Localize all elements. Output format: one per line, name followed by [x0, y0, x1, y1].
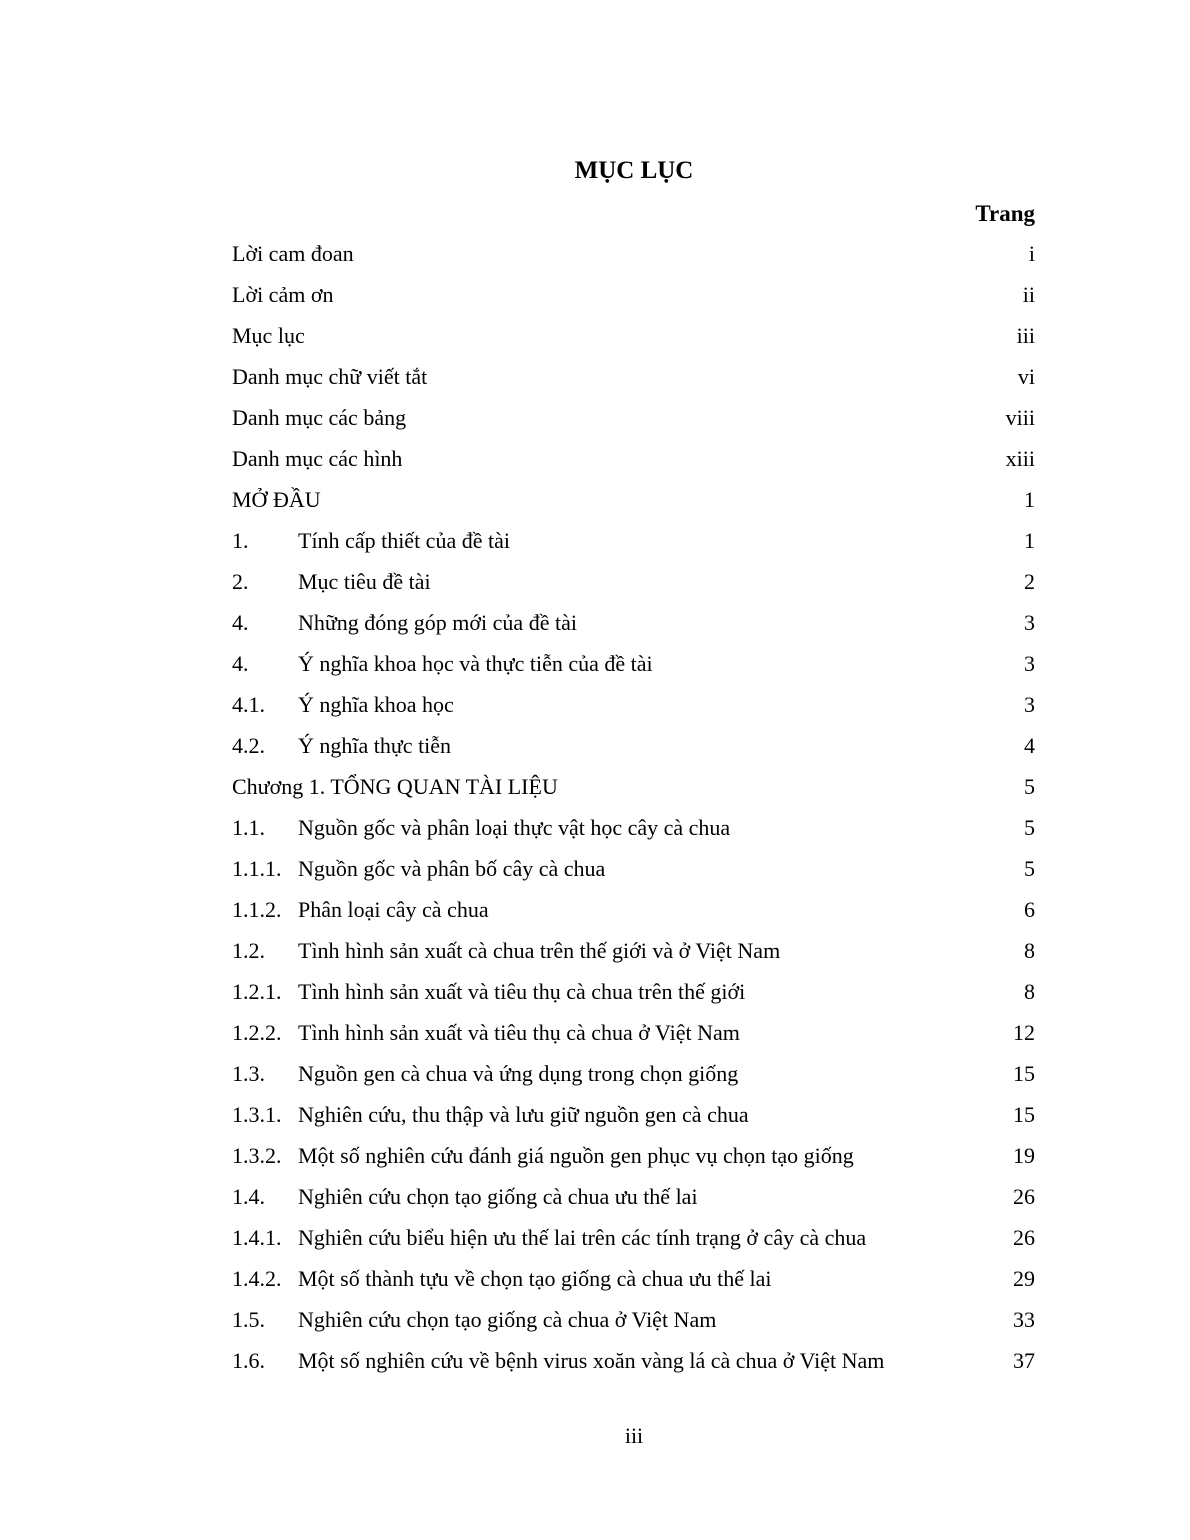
toc-entry[interactable] [232, 1261, 1035, 1302]
toc-entry-title: Danh mục chữ viết tắt [232, 364, 428, 389]
toc-entry-page: 5 [1024, 856, 1035, 881]
toc-entry[interactable] [232, 646, 1035, 687]
toc-entry-number: 1.3.2. [232, 1143, 282, 1168]
toc-entry-page: 5 [1024, 774, 1035, 799]
toc-entry-number: 1.4. [232, 1184, 265, 1209]
toc-entry-page: 1 [1024, 528, 1035, 553]
toc-entry-number: 1.1.2. [232, 897, 282, 922]
toc-entry-number: 4. [232, 610, 249, 635]
toc-entry-title: Ý nghĩa khoa học và thực tiễn của đề tài [298, 651, 653, 676]
toc-entry-page: 19 [1013, 1143, 1035, 1168]
toc-entry-page: vi [1017, 364, 1035, 389]
toc-entry[interactable] [232, 523, 1035, 564]
toc-entry-number: 1.2.1. [232, 979, 282, 1004]
toc-entry-number: 4.2. [232, 733, 265, 758]
toc-entry[interactable] [232, 851, 1035, 892]
toc-entry-title: Nghiên cứu chọn tạo giống cà chua ở Việt Nam [298, 1307, 717, 1332]
toc-entry-title: Lời cảm ơn [232, 282, 334, 307]
toc-entry[interactable] [232, 1343, 1035, 1384]
toc-entry-title: Nghiên cứu chọn tạo giống cà chua ưu thế lai [298, 1184, 698, 1209]
toc-entry-page: 33 [1013, 1307, 1035, 1332]
table-of-contents [232, 236, 1035, 1384]
toc-entry[interactable] [232, 728, 1035, 769]
toc-entry-page: 3 [1024, 610, 1035, 635]
toc-entry-number: 1.3. [232, 1061, 265, 1086]
toc-entry-title: Nguồn gốc và phân bố cây cà chua [298, 856, 606, 881]
toc-entry[interactable] [232, 277, 1035, 318]
toc-entry-page: 26 [1013, 1184, 1035, 1209]
toc-entry-page: 15 [1013, 1061, 1035, 1086]
toc-entry-title: Mục tiêu đề tài [298, 569, 431, 594]
toc-entry-title: Danh mục các bảng [232, 405, 407, 430]
toc-entry-number: 1.2. [232, 938, 265, 963]
toc-entry[interactable] [232, 1179, 1035, 1220]
toc-entry-page: 26 [1013, 1225, 1035, 1250]
toc-entry-number: 1.2.2. [232, 1020, 282, 1045]
page-column-header: Trang [975, 201, 1035, 226]
toc-entry[interactable] [232, 1138, 1035, 1179]
toc-entry-page: 8 [1024, 938, 1035, 963]
toc-entry-number: 1.5. [232, 1307, 265, 1332]
toc-entry-title: Nguồn gen cà chua và ứng dụng trong chọn giống [298, 1061, 739, 1086]
toc-entry-number: 1.6. [232, 1348, 265, 1373]
toc-entry-title: Danh mục các hình [232, 446, 403, 471]
toc-entry[interactable] [232, 892, 1035, 933]
toc-entry-page: 6 [1024, 897, 1035, 922]
toc-entry-page: ii [1022, 282, 1035, 307]
page-title: MỤC LỤC [574, 157, 694, 184]
toc-entry-number: 1.1.1. [232, 856, 282, 881]
toc-entry[interactable] [232, 810, 1035, 851]
toc-entry-title: Ý nghĩa khoa học [298, 692, 454, 717]
toc-entry-page: 3 [1024, 692, 1035, 717]
toc-entry[interactable] [232, 933, 1035, 974]
toc-entry-number: 2. [232, 569, 249, 594]
toc-entry[interactable] [232, 564, 1035, 605]
toc-entry-number: 4.1. [232, 692, 265, 717]
toc-entry-title: Chương 1. TỔNG QUAN TÀI LIỆU [232, 774, 558, 799]
toc-entry-title: Tình hình sản xuất và tiêu thụ cà chua ở Việt Nam [298, 1020, 740, 1045]
toc-entry-title: Một số thành tựu về chọn tạo giống cà chua ưu thế lai [298, 1266, 772, 1291]
toc-entry-page: 1 [1024, 487, 1035, 512]
toc-entry-title: Một số nghiên cứu đánh giá nguồn gen phục vụ chọn tạo giống [298, 1143, 854, 1168]
toc-entry[interactable] [232, 359, 1035, 400]
toc-entry-title: Nghiên cứu, thu thập và lưu giữ nguồn gen cà chua [298, 1102, 749, 1127]
toc-entry-title: MỞ ĐẦU [232, 487, 321, 512]
toc-entry-title: Ý nghĩa thực tiễn [298, 733, 452, 758]
toc-entry[interactable] [232, 1015, 1035, 1056]
toc-entry[interactable] [232, 482, 1035, 523]
toc-entry-title: Tình hình sản xuất cà chua trên thế giới và ở Việt Nam [298, 938, 781, 963]
toc-entry[interactable] [232, 605, 1035, 646]
toc-entry-page: 2 [1024, 569, 1035, 594]
toc-entry-page: 4 [1024, 733, 1035, 758]
toc-entry-number: 1.4.2. [232, 1266, 282, 1291]
toc-entry-number: 4. [232, 651, 249, 676]
toc-entry[interactable] [232, 1056, 1035, 1097]
toc-entry-title: Một số nghiên cứu về bệnh virus xoăn vàng lá cà chua ở Việt Nam [298, 1348, 885, 1373]
toc-entry[interactable] [232, 400, 1035, 441]
toc-entry-title: Tính cấp thiết của đề tài [298, 528, 510, 553]
toc-entry[interactable] [232, 318, 1035, 359]
toc-entry-page: 15 [1013, 1102, 1035, 1127]
toc-entry-title: Nghiên cứu biểu hiện ưu thế lai trên các tính trạng ở cây cà chua [298, 1225, 867, 1250]
footer-page-number: iii [624, 1423, 644, 1448]
toc-entry-number: 1.3.1. [232, 1102, 282, 1127]
toc-entry-page: 29 [1013, 1266, 1035, 1291]
toc-entry-page: i [1028, 241, 1035, 266]
toc-entry-page: 5 [1024, 815, 1035, 840]
toc-entry-page: 37 [1013, 1348, 1035, 1373]
toc-entry[interactable] [232, 687, 1035, 728]
toc-entry[interactable] [232, 1097, 1035, 1138]
toc-entry-page: iii [1016, 323, 1035, 348]
toc-entry-title: Phân loại cây cà chua [298, 897, 489, 922]
toc-entry-title: Những đóng góp mới của đề tài [298, 610, 577, 635]
toc-entry-number: 1.4.1. [232, 1225, 282, 1250]
toc-entry[interactable] [232, 1220, 1035, 1261]
toc-entry-title: Nguồn gốc và phân loại thực vật học cây cà chua [298, 815, 731, 840]
toc-entry-page: viii [1005, 405, 1035, 430]
toc-entry[interactable] [232, 441, 1035, 482]
toc-entry[interactable] [232, 236, 1035, 277]
toc-entry-page: 12 [1013, 1020, 1035, 1045]
toc-entry[interactable] [232, 1302, 1035, 1343]
toc-entry-number: 1. [232, 528, 249, 553]
toc-entry[interactable] [232, 974, 1035, 1015]
toc-entry-title: Tình hình sản xuất và tiêu thụ cà chua trên thế giới [298, 979, 746, 1004]
toc-entry-title: Mục lục [232, 323, 305, 348]
toc-entry-page: xiii [1005, 446, 1035, 471]
toc-entry-number: 1.1. [232, 815, 265, 840]
toc-entry-page: 3 [1024, 651, 1035, 676]
toc-entry[interactable] [232, 769, 1035, 810]
toc-entry-title: Lời cam đoan [232, 241, 354, 266]
toc-entry-page: 8 [1024, 979, 1035, 1004]
